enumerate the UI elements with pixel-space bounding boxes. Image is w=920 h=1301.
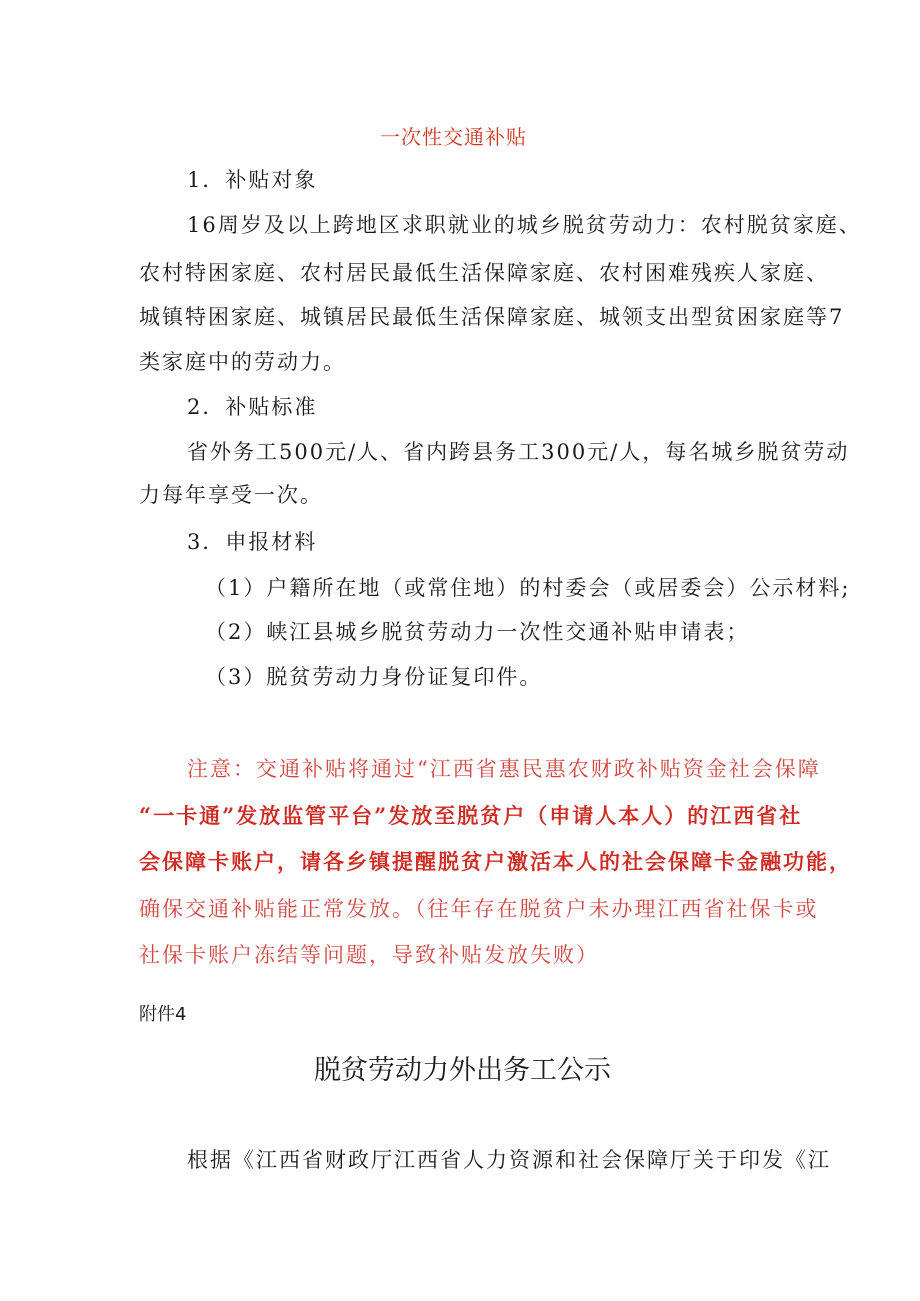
section-heading-1: 1．补贴对象 <box>187 168 318 192</box>
notice-line-5: 社保卡账户冻结等问题，导致补贴发放失败） <box>139 943 599 967</box>
section-1-line-4: 类家庭中的劳动力。 <box>139 350 346 374</box>
notice-line-1: 注意：交通补贴将通过“江西省惠民惠农财政补贴资金社会保障 <box>187 757 821 781</box>
section-2-line-1: 省外务工500元/人、省内跨县务工300元/人，每名城乡脱贫劳动 <box>187 440 850 464</box>
section-1-line-3: 城镇特困家庭、城镇居民最低生活保障家庭、城领支出型贫困家庭等7 <box>139 305 845 329</box>
notice-line-2: “一卡通”发放监管平台”发放至脱贫户（申请人本人）的江西省社 <box>139 803 803 828</box>
material-item-1: （1）户籍所在地（或常住地）的村委会（或居委会）公示材料; <box>205 576 851 600</box>
attachment-title: 脱贫劳动力外出务工公示 <box>314 1055 611 1086</box>
notice-line-4: 确保交通补贴能正常发放。（往年存在脱贫户未办理江西省社保卡或 <box>139 897 819 921</box>
section-1-line-1: 16周岁及以上跨地区求职就业的城乡脱贫劳动力：农村脱贫家庭、 <box>187 213 862 237</box>
attachment-label: 附件4 <box>139 1004 187 1025</box>
material-item-2: （2）峡江县城乡脱贫劳动力一次性交通补贴申请表； <box>205 620 750 644</box>
material-item-3: （3）脱贫劳动力身份证复印件。 <box>205 665 543 689</box>
section-heading-3: 3．申报材料 <box>187 530 318 554</box>
notice-line-3: 会保障卡账户，请各乡镇提醒脱贫户激活本人的社会保障卡金融功能， <box>139 849 852 874</box>
attachment-body-line-1: 根据《江西省财政厅江西省人力资源和社会保障厅关于印发《江 <box>187 1148 831 1172</box>
document-title: 一次性交通补贴 <box>380 125 527 149</box>
section-heading-2: 2．补贴标准 <box>187 395 318 419</box>
section-1-line-2: 农村特困家庭、农村居民最低生活保障家庭、农村困难残疾人家庭、 <box>139 261 829 285</box>
section-2-line-2: 力每年享受一次。 <box>139 483 323 507</box>
